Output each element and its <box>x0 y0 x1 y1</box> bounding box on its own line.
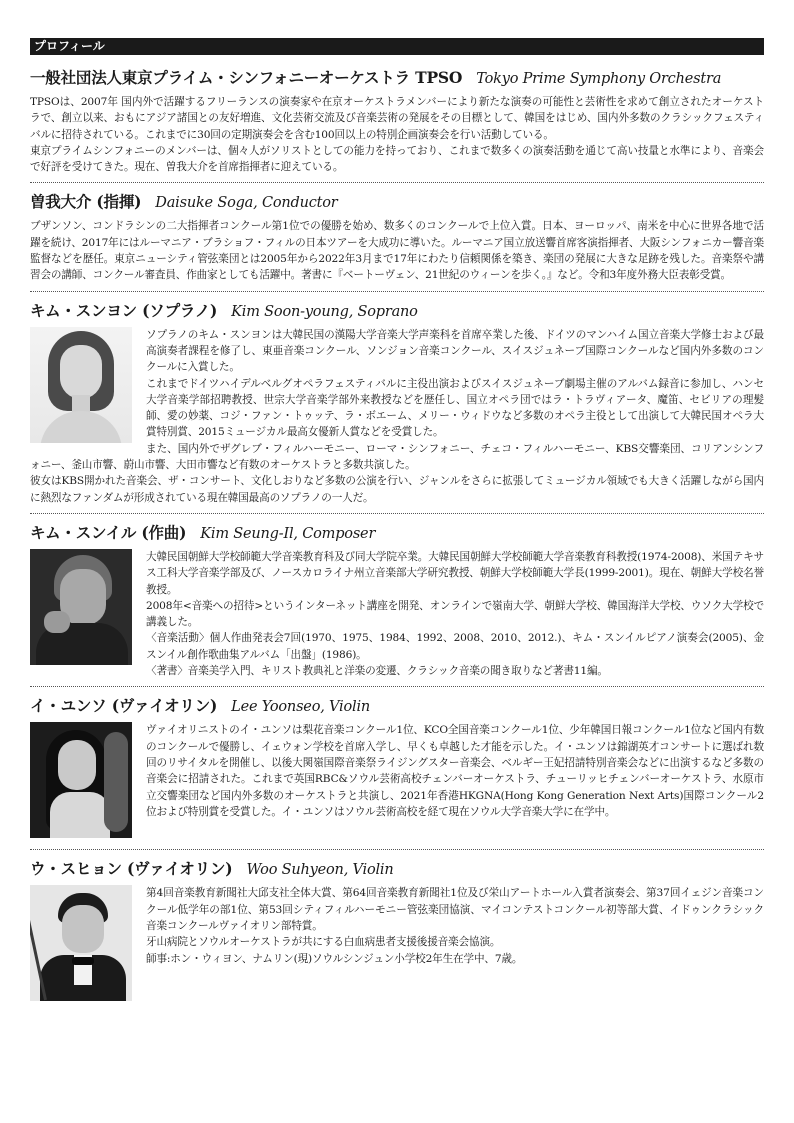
soprano-photo <box>30 327 132 443</box>
orchestra-title-jp: 一般社団法人東京プライム・シンフォニーオーケストラ TPSO <box>30 68 463 87</box>
violin2-body <box>30 885 764 1005</box>
conductor-title <box>30 191 764 214</box>
soprano-paragraph-1: ソプラノのキム・スンヨンは大韓民国の漢陽大学音楽大学声楽科を首席卒業した後、ドイツのマンハイム国立音楽大学修士および最高演奏者課程を修了し、東亜音楽コンクール、ソンジョン音楽コンクール、スイスジュネーブ国際コンクールなど国内外多数のコンクールに入賞した。 <box>146 328 764 374</box>
violin2-paragraph-1: 第4回音楽教育新聞社大邱支社全体大賞、第64回音楽教育新聞社1位及び栄山アートホール入賞者演奏会、第37回イェジン音楽コンクール低学年の部1位、第53回シティフィルハーモニー管弦楽団協演、マイコンテストコンクール初等部大賞、イドゥンクラシック音楽コンクールヴァイオリン部特賞。 <box>146 887 764 932</box>
soprano-paragraph-3: また、国内外でザグレブ・フィルハーモニー、ローマ・シンフォニー、チェコ・フィルハーモニー、KBS交響楽団、コリアンシンフォニー、釜山市響、蔚山市響、大田市響など有数のオーケストラと多数共演した。 <box>30 442 764 472</box>
violin1-body <box>30 722 764 842</box>
profile-page <box>30 38 764 1005</box>
soprano-title-jp: キム・スンヨン (ソプラノ) <box>30 300 218 320</box>
section-divider <box>30 849 764 850</box>
orchestra-section <box>30 67 764 175</box>
soprano-title-en: Kim Soon-young, Soprano <box>231 303 418 320</box>
composer-title-en: Kim Seung-Il, Composer <box>200 525 376 542</box>
profile-header-bar: プロフィール <box>30 38 764 55</box>
section-divider <box>30 513 764 514</box>
soprano-paragraph-2: これまでドイツハイデルベルグオペラフェスティバルに主役出演およびスイスジュネーブ劇場主催のアルバム録音に参加し、ハンセ大学音楽学部招聘教授、世宗大学音楽学部外来教授などを歴任し、国立オペラ団ではラ・トラヴィアータ、魔笛、セビリアの理髪師、愛の妙薬、コジ・ファン・トゥッテ、ラ・ボエーム、メリー・ウィドウなど多数のオペラ主役として出演して大韓民国オペラ大賞特別賞、2015ミュージカル最高女優新人賞などを受賞した。 <box>146 377 764 439</box>
conductor-section <box>30 191 764 283</box>
soprano-paragraph-4: 彼女はKBS開かれた音楽会、ザ・コンサート、文化しおりなど多数の公演を行い、ジャンルをさらに拡張してミュージカル領域でも大きく活躍しながら国内に熱烈なファンダムが形成されている現在韓国最高のソプラノの一人だ。 <box>30 475 764 504</box>
violin1-section <box>30 695 764 842</box>
conductor-title-en: Daisuke Soga, Conductor <box>155 195 338 212</box>
conductor-paragraph-1: ブザンソン、コンドラシンの二大指揮者コンクール第1位での優勝を始め、数多くのコンクールで上位入賞。日本、ヨーロッパ、南米を中心に世界各地で活躍を続け、2017年にはルーマニア・ブラショフ・フィルの日本ツアーを大成功に導いた。ルーマニア国立放送響首席客演指揮者、大阪シンフォニカー響音楽監督などを歴任。東京ニューシティ管弦楽団とは2005年から2022年3月まで17年にわたり信頼関係を築き、楽団の発展に大きな足跡を残した。音楽祭や講習会の講師、コンクール審査員、作曲家としても活躍中。著書に『ベートーヴェン、21世紀のウィーンを歩く。』など。令和3年度外務大臣表彰受賞。 <box>30 220 764 282</box>
composer-title <box>30 522 764 545</box>
violin2-title-en: Woo Suhyeon, Violin <box>246 862 394 879</box>
composer-paragraph-3: 〈音楽活動〉個人作曲発表会7回(1970、1975、1984、1992、2008、2010、2012.)、キム・スンイルピアノ演奏会(2005)、金スンイル創作歌曲集アルバム「出盤」(1986)。 <box>146 632 764 661</box>
section-divider <box>30 291 764 292</box>
violin2-section <box>30 858 764 1005</box>
composer-section <box>30 522 764 679</box>
conductor-body <box>30 218 764 283</box>
composer-paragraph-2: 2008年<音楽への招待>というインターネット講座を開発、オンラインで嶺南大学、朝鮮大学校、韓国海洋大学校、ウソク大学校で講義した。 <box>146 599 764 629</box>
violin2-paragraph-2: 牙山病院とソウルオーケストラが共にする白血病患者支援後援音楽会協演。 <box>146 936 501 949</box>
orchestra-title-en: Tokyo Prime Symphony Orchestra <box>476 71 722 87</box>
soprano-body <box>30 327 764 506</box>
section-divider <box>30 686 764 687</box>
violin1-title-en: Lee Yoonseo, Violin <box>231 699 371 716</box>
violin2-title-jp: ウ・スヒョン (ヴァイオリン) <box>30 859 233 879</box>
orchestra-title <box>30 67 764 90</box>
composer-paragraph-1: 大韓民国朝鮮大学校師範大学音楽教育科及び同大学院卒業。大韓民国朝鮮大学校師範大学音楽教育科教授(1974-2008)、米国テキサス工科大学音楽学部及び、ノースカロライナ州立音楽部大学研究教授、朝鮮大学校師範大学長(1999-2001)。現在、朝鮮大学校名誉教授。 <box>146 550 764 596</box>
conductor-title-jp: 曽我大介 (指揮) <box>30 192 142 212</box>
soprano-section <box>30 300 764 506</box>
violin1-title-jp: イ・ユンソ (ヴァイオリン) <box>30 696 218 716</box>
orchestra-paragraph-2: 東京プライムシンフォニーのメンバーは、個々人がソリストとしての能力を持っており、これまで数多くの演奏活動を通じて高い技量と水準により、音楽会で好評を受けてきた。現在、曽我大介を首席指揮者に迎えている。 <box>30 144 764 174</box>
violin2-paragraph-3: 師事:ホン・ウィヨン、ナムリン(現)ソウルシンジュン小学校2年生在学中、7歳。 <box>146 952 523 965</box>
violin1-photo <box>30 722 132 838</box>
soprano-title <box>30 300 764 323</box>
composer-photo <box>30 549 132 665</box>
composer-title-jp: キム・スンイル (作曲) <box>30 522 187 542</box>
violin1-paragraph-1: ヴァイオリニストのイ・ユンソは梨花音楽コンクール1位、KCO全国音楽コンクール1位、少年韓国日報コンクール1位など国内有数のコンクールで優勝し、イェウォン学校を首席入学し、早くも卓越した才能を示した。イ・ユンソは錦湖英才コンサートに選ばれ数回のリサイタルを開催し、以後大関嶺国際音楽祭ライジングスター音楽会、ベルギー王妃招請特別音楽会などに出演するなど多数の音楽会に招請された。これまで英国RBC&ソウル芸術高校チェンバーオーケストラ、チューリッヒチェンバーオーケストラ、水原市立交響楽団など国内外多数のオーケストラと共演し、2021年香港HKGNA(Hong Kong Generation Next Arts)国際コンクール2位および特別賞を受賞した。イ・ユンソはソウル芸術高校を経て現在ソウル大学音楽大学に在学中。 <box>146 724 764 818</box>
composer-body <box>30 549 764 679</box>
composer-paragraph-4: 〈著書〉音楽美学入門、キリスト教典礼と洋楽の変遷、クラシック音楽の聞き取りなど著書11編。 <box>146 665 608 678</box>
orchestra-paragraph-1: TPSOは、2007年 国内外で活躍するフリーランスの演奏家や在京オーケストラメンバーにより新たな演奏の可能性と芸術性を求めて創立されたオーケストラで、創立以来、おもにアジア諸国との友好増進、文化芸術交流及び音楽芸術の発展をその目標として、韓国をはじめ、国内外多数のクラシックフェスティバルに招待されている。これまでに30回の定期演奏会を含む100回以上の特別企画演奏会を行い活動している。 <box>30 96 764 141</box>
violin2-photo <box>30 885 132 1001</box>
orchestra-body <box>30 94 764 175</box>
violin1-title <box>30 695 764 718</box>
section-divider <box>30 182 764 183</box>
violin2-title <box>30 858 764 881</box>
